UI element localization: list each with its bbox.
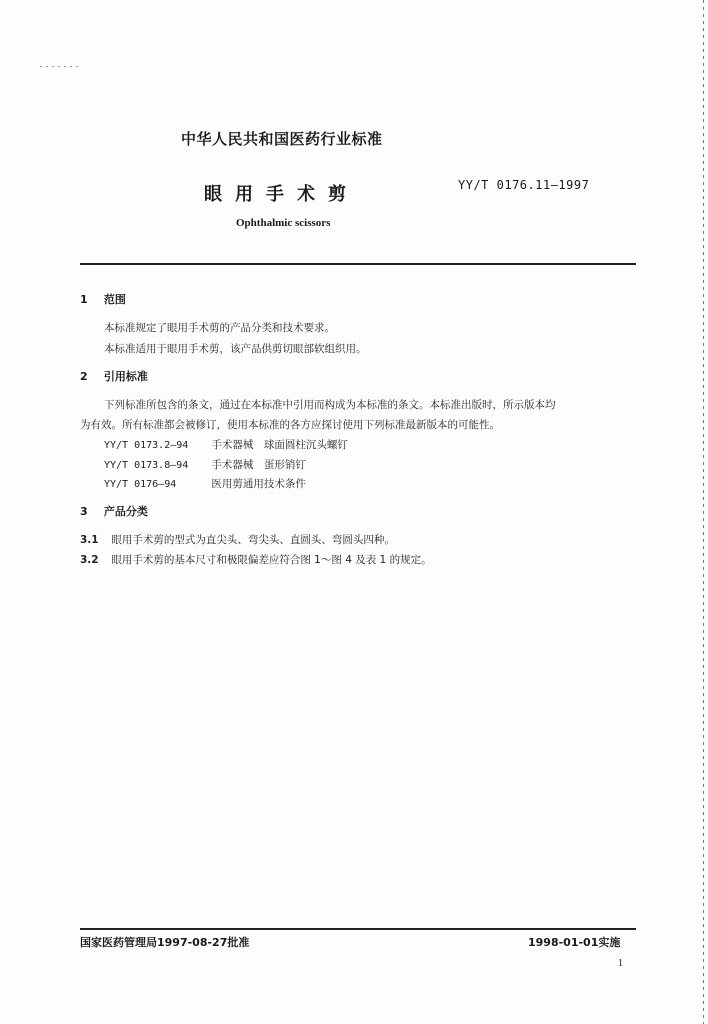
section-1-heading bbox=[80, 291, 126, 307]
reference-item bbox=[104, 476, 306, 491]
section-2-intro-line-2: 为有效。所有标准都会被修订，使用本标准的各方应探讨使用下列标准最新版本的可能性。 bbox=[80, 419, 500, 431]
page-number: 1 bbox=[618, 958, 623, 969]
scan-edge bbox=[703, 0, 704, 1024]
document-title: 眼用手术剪 bbox=[204, 184, 359, 205]
section-3-number: 3 bbox=[80, 505, 88, 518]
section-3-title: 产品分类 bbox=[103, 505, 148, 518]
implementation-date: 1998-01-01实施 bbox=[528, 936, 621, 949]
reference-item bbox=[104, 457, 306, 472]
clause-item bbox=[80, 552, 432, 567]
scan-specks bbox=[40, 66, 80, 67]
reference-title: 医用剪通用技术条件 bbox=[211, 478, 306, 490]
section-2-number: 2 bbox=[80, 370, 88, 383]
reference-code: YY/T 0173.2—94 bbox=[104, 440, 189, 451]
clause-number: 3.2 bbox=[80, 554, 99, 566]
section-3-heading bbox=[80, 503, 148, 519]
standard-code: YY/T 0176.11—1997 bbox=[458, 178, 590, 192]
section-2-heading bbox=[80, 368, 148, 384]
clause-number: 3.1 bbox=[80, 534, 99, 546]
reference-code: YY/T 0173.8—94 bbox=[104, 460, 189, 471]
reference-code: YY/T 0176—94 bbox=[104, 479, 177, 490]
clause-text: 眼用手术剪的型式为直尖头、弯尖头、直圆头、弯圆头四种。 bbox=[111, 534, 395, 546]
english-title: Ophthalmic scissors bbox=[236, 217, 331, 229]
reference-title: 手术器械 球面圆柱沉头螺钉 bbox=[211, 439, 348, 451]
section-1-paragraph-1: 本标准规定了眼用手术剪的产品分类和技术要求。 bbox=[104, 322, 335, 334]
section-1-number: 1 bbox=[80, 293, 88, 306]
section-2-title: 引用标准 bbox=[103, 370, 148, 383]
approval-date: 国家医药管理局1997-08-27批准 bbox=[80, 936, 250, 949]
clause-item bbox=[80, 532, 395, 547]
footer-divider bbox=[80, 928, 636, 930]
reference-item bbox=[104, 437, 348, 452]
reference-title: 手术器械 蛋形销钉 bbox=[211, 459, 306, 471]
clause-text: 眼用手术剪的基本尺寸和极限偏差应符合图 1～图 4 及表 1 的规定。 bbox=[111, 554, 432, 566]
issuing-organization: 中华人民共和国医药行业标准 bbox=[181, 130, 383, 148]
section-2-intro-line-1: 下列标准所包含的条文，通过在本标准中引用而构成为本标准的条文。本标准出版时，所示版本均 bbox=[104, 399, 556, 411]
section-1-paragraph-2: 本标准适用于眼用手术剪，该产品供剪切眼部软组织用。 bbox=[104, 343, 367, 355]
header-divider bbox=[80, 263, 636, 265]
section-1-title: 范围 bbox=[103, 293, 126, 306]
